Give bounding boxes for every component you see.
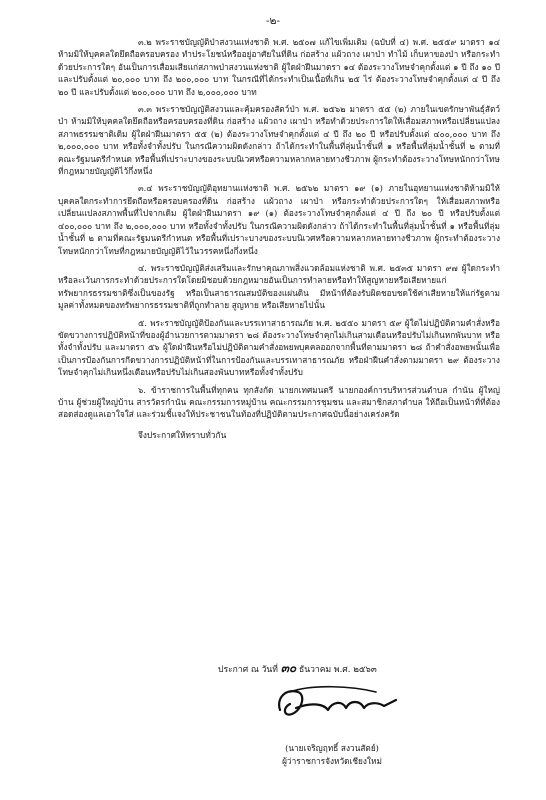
handwritten-signature xyxy=(272,680,402,726)
paragraph-6: ๖. ข้าราชการในพื้นที่ทุกคน ทุกสังกัด นายกเทศมนตรี นายกองค์การบริหารส่วนตำบล กำนัน ผู้ใหญ่บ้าน ผู้ช่วยผู้ใหญ่บ้าน สารวัตรกำนัน คณะกรรมการหมู่บ้าน คณะกรรมการชุมชน และสมาชิกสภาตำบล ให้ถือเป็นหน้าที่ที่ต้องสอดส่องดูแลเอาใจใส่ และร่วมชี้แจงให้ประชาชนในท้องที่ปฏิบัติตามประกาศฉบับนี้อย่างเคร่งครัด xyxy=(58,384,500,420)
paragraph-3-3: ๓.๓ พระราชบัญญัติสงวนและคุ้มครองสัตว์ป่า พ.ศ. ๒๕๖๒ มาตรา ๕๕ (๒) ภายในเขตรักษาพันธุ์สัตว์ป่า ห้ามมิให้บุคคลใดยึดถือหรือครอบครองที่ดิน ก่อสร้าง แผ้วถาง เผาป่า หรือทำด้วยประการใดให้เสื่อมสภาพหรือเปลี่ยนแปลงสภาพธรรมชาติเดิม ผู้ใดฝ่าฝืนมาตรา ๕๕ (๒) ต้องระวางโทษจำคุกตั้งแต่ ๔ ปี ถึง ๒๐ ปี หรือปรับตั้งแต่ ๔๐๐,๐๐๐ บาท ถึง ๒,๐๐๐,๐๐๐ บาท หรือทั้งจำทั้งปรับ ในกรณีความผิดดังกล่าว ถ้าได้กระทำในพื้นที่ลุ่มน้ำชั้นที่ ๑ หรือพื้นที่ลุ่มน้ำชั้นที่ ๒ ตามที่คณะรัฐมนตรีกำหนด หรือพื้นที่เปราะบางของระบบนิเวศหรือความหลากหลายทางชีวภาพ ผู้กระทำต้องระวางโทษหนักกว่าโทษที่กฎหมายบัญญัติไว้กึ่งหนึ่ง xyxy=(58,104,500,177)
announcement-date xyxy=(218,659,377,678)
date-rest: ธันวาคม พ.ศ. ๒๕๖๓ xyxy=(298,665,377,675)
document-body xyxy=(58,36,500,446)
page-number: -๒- xyxy=(265,15,281,27)
signer-block xyxy=(262,742,402,768)
signer-title: ผู้ว่าราชการจังหวัดเชียงใหม่ xyxy=(282,756,382,766)
paragraph-4: ๔. พระราชบัญญัติส่งเสริมและรักษาคุณภาพสิ่งแวดล้อมแห่งชาติ พ.ศ. ๒๕๓๕ มาตรา ๙๗ ผู้ใดกระทำหรือละเว้นการกระทำด้วยประการใดโดยมิชอบด้วยกฎหมายอันเป็นการทำลายหรือทำให้สูญหายหรือเสียหายแก่ทรัพยากรธรรมชาติซึ่งเป็นของรัฐ หรือเป็นสาธารณสมบัติของแผ่นดิน มีหน้าที่ต้องรับผิดชอบชดใช้ค่าเสียหายให้แก่รัฐตามมูลค่าทั้งหมดของทรัพยากรธรรมชาติที่ถูกทำลาย สูญหาย หรือเสียหายไปนั้น xyxy=(58,262,500,311)
date-prefix: ประกาศ ณ วันที่ xyxy=(218,665,278,675)
announcement: จึงประกาศให้ทราบทั่วกัน xyxy=(138,429,227,440)
signer-name: (นายเจริญฤทธิ์ สงวนสัตย์) xyxy=(285,743,379,753)
paragraph-3-2: ๓.๒ พระราชบัญญัติป่าสงวนแห่งชาติ พ.ศ. ๒๕๐๗ แก้ไขเพิ่มเติม (ฉบับที่ ๔) พ.ศ. ๒๕๕๙ มาตรา ๑๔ ห้ามมิให้บุคคลใดยึดถือครอบครอง ทำประโยชน์หรืออยู่อาศัยในที่ดิน ก่อสร้าง แผ้วถาง เผาป่า ทำไม้ เก็บหาของป่า หรือกระทำด้วยประการใดๆ อันเป็นการเสื่อมเสียแก่สภาพป่าสงวนแห่งชาติ ผู้ใดฝ่าฝืนมาตรา ๑๔ ต้องระวางโทษจำคุกตั้งแต่ ๑ ปี ถึง ๑๐ ปี และปรับตั้งแต่ ๒๐,๐๐๐ บาท ถึง ๒๐๐,๐๐๐ บาท ในกรณีที่ได้กระทำเป็นเนื้อที่เกิน ๒๕ ไร่ ต้องระวางโทษจำคุกตั้งแต่ ๔ ปี ถึง ๒๐ ปี และปรับตั้งแต่ ๒๐๐,๐๐๐ บาท ถึง ๒,๐๐๐,๐๐๐ บาท xyxy=(58,37,500,97)
date-day: ๓๐ xyxy=(280,661,297,675)
paragraph-5: ๕. พระราชบัญญัติป้องกันและบรรเทาสาธารณภัย พ.ศ. ๒๕๕๐ มาตรา ๕๙ ผู้ใดไม่ปฏิบัติตามคำสั่งหรือขัดขวางการปฏิบัติหน้าที่ของผู้อำนวยการตามมาตรา ๒๘ ต้องระวางโทษจำคุกไม่เกินสามเดือนหรือปรับไม่เกินหกพันบาท หรือทั้งจำทั้งปรับ และมาตรา ๕๖ ผู้ใดฝ่าฝืนหรือไม่ปฏิบัติตามคำสั่งอพยพบุคคลออกจากพื้นที่ตามมาตรา ๒๘ ถ้าคำสั่งอพยพนั้นเพื่อเป็นการป้องกันการกีดขวางการปฏิบัติหน้าที่ในการป้องกันและบรรเทาสาธารณภัย หรือฝ่าฝืนคำสั่งตามมาตรา ๒๙ ต้องระวางโทษจำคุกไม่เกินหนึ่งเดือนหรือปรับไม่เกินสองพันบาทหรือทั้งจำทั้งปรับ xyxy=(58,317,500,378)
paragraph-3-4: ๓.๔ พระราชบัญญัติอุทยานแห่งชาติ พ.ศ. ๒๕๖๒ มาตรา ๑๙ (๑) ภายในอุทยานแห่งชาติห้ามมิให้บุคคลใดกระทำการยึดถือหรือครอบครองที่ดิน ก่อสร้าง แผ้วถาง เผาป่า หรือกระทำด้วยประการใดๆ ให้เสื่อมสภาพหรือเปลี่ยนแปลงสภาพพื้นที่ไปจากเดิม ผู้ใดฝ่าฝืนมาตรา ๑๙ (๑) ต้องระวางโทษจำคุกตั้งแต่ ๔ ปี ถึง ๒๐ ปี หรือปรับตั้งแต่ ๔๐๐,๐๐๐ บาท ถึง ๒,๐๐๐,๐๐๐ บาท หรือทั้งจำทั้งปรับ ในกรณีความผิดดังกล่าว ถ้าได้กระทำในพื้นที่ลุ่มน้ำชั้นที่ ๑ หรือพื้นที่ลุ่มน้ำชั้นที่ ๒ ตามที่คณะรัฐมนตรีกำหนด หรือพื้นที่เปราะบางของระบบนิเวศหรือความหลากหลายทางชีวภาพ ผู้กระทำต้องระวางโทษหนักกว่าโทษที่กฎหมายบัญญัติไว้ในวรรคหนึ่งกึ่งหนึ่ง xyxy=(58,183,500,256)
